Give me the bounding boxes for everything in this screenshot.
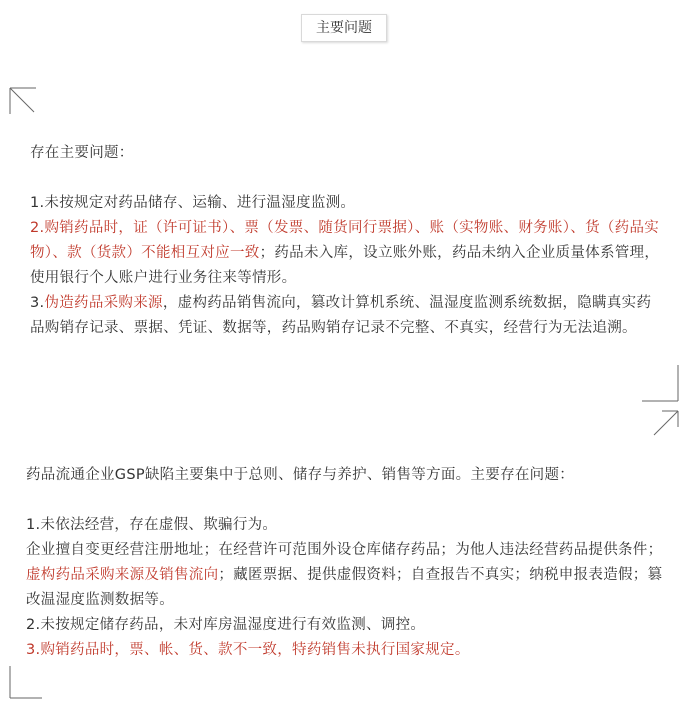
item-text: 企业擅自变更经营注册地址；在经营许可范围外设仓库储存药品；为他人违法经营药品提供条件；: [26, 542, 663, 558]
item-text: ；药品未入库，设立账外账，药品未纳入企业质量体系管理，使用银行个人账户进行业务往来等情形。: [30, 245, 660, 286]
item-number: 3.: [26, 642, 41, 658]
corner-bracket-bottom-left-icon: [6, 664, 46, 704]
corner-arrow-bottom-right-icon: [640, 365, 684, 439]
section-heading: 存在主要问题：: [30, 145, 134, 161]
page-title: 主要问题: [316, 20, 372, 36]
section-intro: 药品流通企业GSP缺陷主要集中于总则、储存与养护、销售等方面。主要存在问题：: [26, 467, 575, 483]
problem-item-1: 1.未按规定对药品储存、运输、进行温湿度监测。: [30, 195, 356, 211]
section-title-box: [301, 14, 387, 42]
section-main-problems: [30, 141, 665, 341]
corner-arrow-top-left-icon: [8, 86, 38, 116]
item-text: ；藏匿票据、提供虚假资料；自查报告不真实；纳税申报表造假；篡改温湿度监测数据等。: [26, 567, 663, 608]
defect-item-1-detail: [26, 538, 666, 613]
problem-item-3: [30, 291, 665, 341]
item-text: ，虚构药品销售流向，篡改计算机系统、温湿度监测系统数据，隐瞒真实药品购销存记录、票据、凭证、数据等，药品购销存记录不完整、不真实，经营行为无法追溯。: [30, 295, 652, 336]
problem-item-2: [30, 216, 665, 291]
highlighted-text: 购销药品时，证（许可证书）、票（发票、随货同行票据）、账（实物账、财务账）、货（药品实物）、款（货款）不能相互对应一致: [30, 220, 660, 261]
highlighted-text: 购销药品时，票、帐、货、款不一致，特药销售未执行国家规定。: [40, 642, 470, 658]
defect-item-2: 2.未按规定储存药品，未对库房温湿度进行有效监测、调控。: [26, 617, 426, 633]
highlighted-text: 虚构药品采购来源及销售流向: [26, 567, 219, 583]
highlighted-text: 伪造药品采购来源: [44, 295, 163, 311]
defect-item-3: [26, 638, 666, 663]
section-gsp-defects: [26, 463, 666, 663]
item-number: 3.: [30, 295, 45, 311]
defect-item-1: 1.未依法经营，存在虚假、欺骗行为。: [26, 517, 278, 533]
item-number: 2.: [30, 220, 45, 236]
